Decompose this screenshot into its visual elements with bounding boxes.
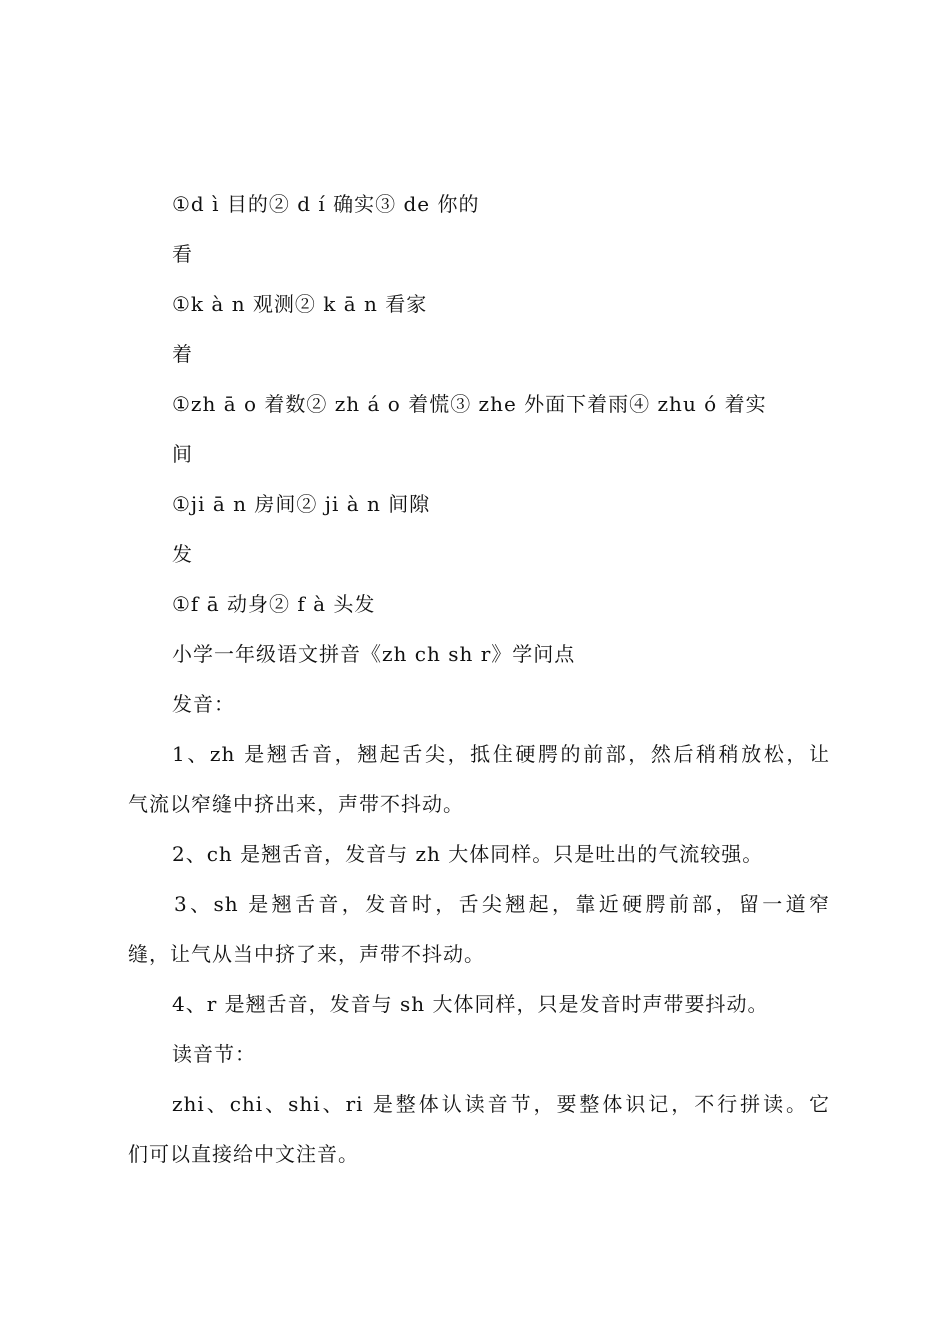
pinyin-line-de: ①d ì 目的② d í 确实③ de 你的 [172, 192, 480, 216]
paragraph-5-line-1: zhi、chi、shi、ri 是整体认读音节，要整体识记，不行拼读。它 [172, 1092, 830, 1116]
character-kan: 看 [172, 242, 193, 266]
subheading-syllables: 读音节： [172, 1042, 256, 1066]
paragraph-5-line-2: 们可以直接给中文注音。 [128, 1142, 359, 1166]
pinyin-line-fa: ①f ā 动身② f à 头发 [172, 592, 376, 616]
pinyin-line-kan: ①k à n 观测② k ā n 看家 [172, 292, 428, 316]
paragraph-1-line-1: 1、zh 是翘舌音，翘起舌尖，抵住硬腭的前部，然后稍稍放松，让 [172, 742, 830, 766]
character-fa: 发 [172, 542, 193, 566]
paragraph-3-line-2: 缝，让气从当中挤了来，声带不抖动。 [128, 942, 485, 966]
character-zhe: 着 [172, 342, 193, 366]
paragraph-1-line-2: 气流以窄缝中挤出来，声带不抖动。 [128, 792, 464, 816]
paragraph-4: 4、r 是翘舌音，发音与 sh 大体同样，只是发音时声带要抖动。 [172, 992, 769, 1016]
character-jian: 间 [172, 442, 193, 466]
pinyin-line-zhe: ①zh ā o 着数② zh á o 着慌③ zhe 外面下着雨④ zhu ó 着实 [172, 392, 767, 416]
section-heading: 小学一年级语文拼音《zh ch sh r》学问点 [172, 642, 576, 666]
pinyin-line-jian: ①ji ā n 房间② ji à n 间隙 [172, 492, 431, 516]
paragraph-3-line-1: 3、sh 是翘舌音，发音时，舌尖翘起，靠近硬腭前部，留一道窄 [174, 892, 830, 916]
paragraph-2: 2、ch 是翘舌音，发音与 zh 大体同样。只是吐出的气流较强。 [172, 842, 764, 866]
subheading-pronunciation: 发音： [172, 692, 235, 716]
